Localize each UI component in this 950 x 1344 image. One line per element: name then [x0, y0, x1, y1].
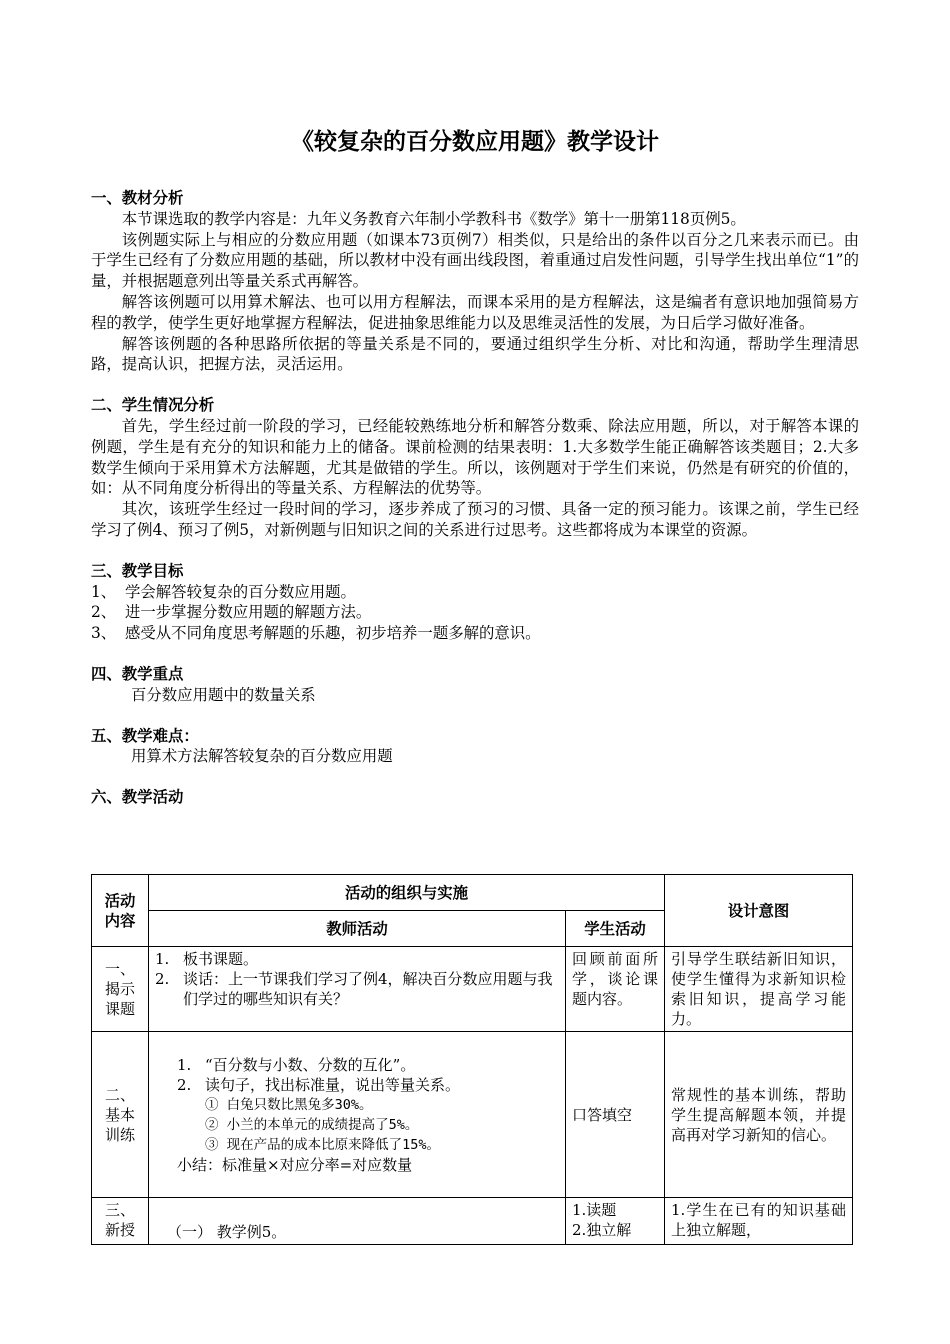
section-heading: 二、学生情况分析	[91, 396, 215, 415]
list-item: 3、 感受从不同角度思考解题的乐趣，初步培养一题多解的意识。	[91, 624, 541, 643]
header-activity-content: 活动内容	[92, 875, 149, 947]
table-row	[92, 1198, 853, 1245]
document-body	[91, 188, 859, 808]
section-heading: 五、教学难点：	[91, 726, 199, 745]
sub-item: ② 小兰的本单元的成绩提高了5%。	[205, 1116, 419, 1133]
summary: 小结：标准量×对应分率=对应数量	[177, 1155, 413, 1174]
list-item: 1、 学会解答较复杂的百分数应用题。	[91, 582, 356, 601]
list-item: 2、 进一步掌握分数应用题的解题方法。	[91, 603, 372, 622]
student-activity: 回顾前面所学，谈论课题内容。	[566, 947, 665, 1032]
sub-item: ① 白兔只数比黑兔多30%。	[205, 1096, 373, 1113]
design-intent: 引导学生联结新旧知识，使学生懂得为求新知识检索旧知识，提高学习能力。	[665, 947, 853, 1032]
table-row	[92, 947, 853, 1032]
row-label: 二、基本训练	[92, 1032, 149, 1198]
student-activity: 1.读题 2.独立解	[566, 1198, 665, 1245]
paragraph: 百分数应用题中的数量关系	[131, 685, 316, 704]
paragraph: 其次，该班学生经过一段时间的学习，逐步养成了预习的习惯、具备一定的预习能力。该课之前，学生已经学习了例4、预习了例5，对新例题与旧知识之间的关系进行过思考。这些都将成为本课堂的资源。	[91, 500, 859, 539]
header-teacher-activity: 教师活动	[149, 911, 566, 947]
paragraph: 本节课选取的教学内容是：九年义务教育六年制小学教科书《数学》第十一册第118页例5。	[121, 209, 746, 228]
paragraph: 用算术方法解答较复杂的百分数应用题	[131, 747, 393, 766]
teacher-activity: 1. 板书课题。 2. 谈话：上一节课我们学习了例4，解决百分数应用题与我们学过的哪些知识有关？	[149, 947, 566, 1032]
section-heading: 一、教材分析	[91, 189, 184, 207]
paragraph: 解答该例题的各种思路所依据的等量关系是不同的，要通过组织学生分析、对比和沟通，帮助学生理清思路，提高认识，把握方法，灵活运用。	[91, 334, 859, 374]
sub-item: ③ 现在产品的成本比原来降低了15%。	[205, 1136, 441, 1153]
design-intent: 1.学生在已有的知识基础上独立解题，	[665, 1198, 853, 1245]
table-row	[92, 1032, 853, 1198]
teacher-activity: 1. “百分数与小数、分数的互化”。 2. 读句子，找出标准量，说出等量关系。 ① 白兔只数比黑兔多30%。 ② 小兰的本单元的成绩提高了5%。 ③ 现在产品的成本比原来降低了15%。 小结：标准量×对应分率=对应数量	[149, 1032, 566, 1198]
activity-table	[91, 874, 853, 1245]
student-activity: 口答填空	[566, 1032, 665, 1198]
header-design-intent: 设计意图	[665, 875, 853, 947]
paragraph: 解答该例题可以用算术解法、也可以用方程解法，而课本采用的是方程解法，这是编者有意识地加强简易方程的教学，使学生更好地掌握方程解法，促进抽象思维能力以及思维灵活性的发展，为日后学习做好准备。	[91, 292, 859, 332]
row-label: 三、新授	[92, 1198, 149, 1245]
document-title: 《较复杂的百分数应用题》教学设计	[291, 129, 659, 155]
paragraph: 首先，学生经过前一阶段的学习，已经能较熟练地分析和解答分数乘、除法应用题，所以，对于解答本课的例题，学生是有充分的知识和能力上的储备。课前检测的结果表明：1.大多数学生能正确解答该类题目；2.大多数学生倾向于采用算术方法解题，尤其是做错的学生。所以，该例题对于学生们来说，仍然是有研究的价值的，如：从不同角度分析得出的等量关系、方程解法的优势等。	[91, 416, 859, 498]
header-student-activity: 学生活动	[566, 911, 665, 947]
section-heading: 四、教学重点	[91, 664, 184, 683]
section-heading: 六、教学活动	[91, 788, 184, 807]
paragraph: 该例题实际上与相应的分数应用题（如课本73页例7）相类似，只是给出的条件以百分之几来表示而已。由于学生已经有了分数应用题的基础，所以教材中没有画出线段图，着重通过启发性问题，引导学生找出单位“1”的量，并根据题意列出等量关系式再解答。	[91, 230, 859, 291]
section-heading: 三、教学目标	[91, 561, 184, 580]
design-intent: 常规性的基本训练，帮助学生提高解题本领，并提高再对学习新知的信心。	[665, 1032, 853, 1198]
row-label: 一、揭示课题	[92, 947, 149, 1032]
teacher-activity: （一） 教学例5。	[149, 1198, 566, 1245]
header-organization: 活动的组织与实施	[149, 875, 665, 911]
